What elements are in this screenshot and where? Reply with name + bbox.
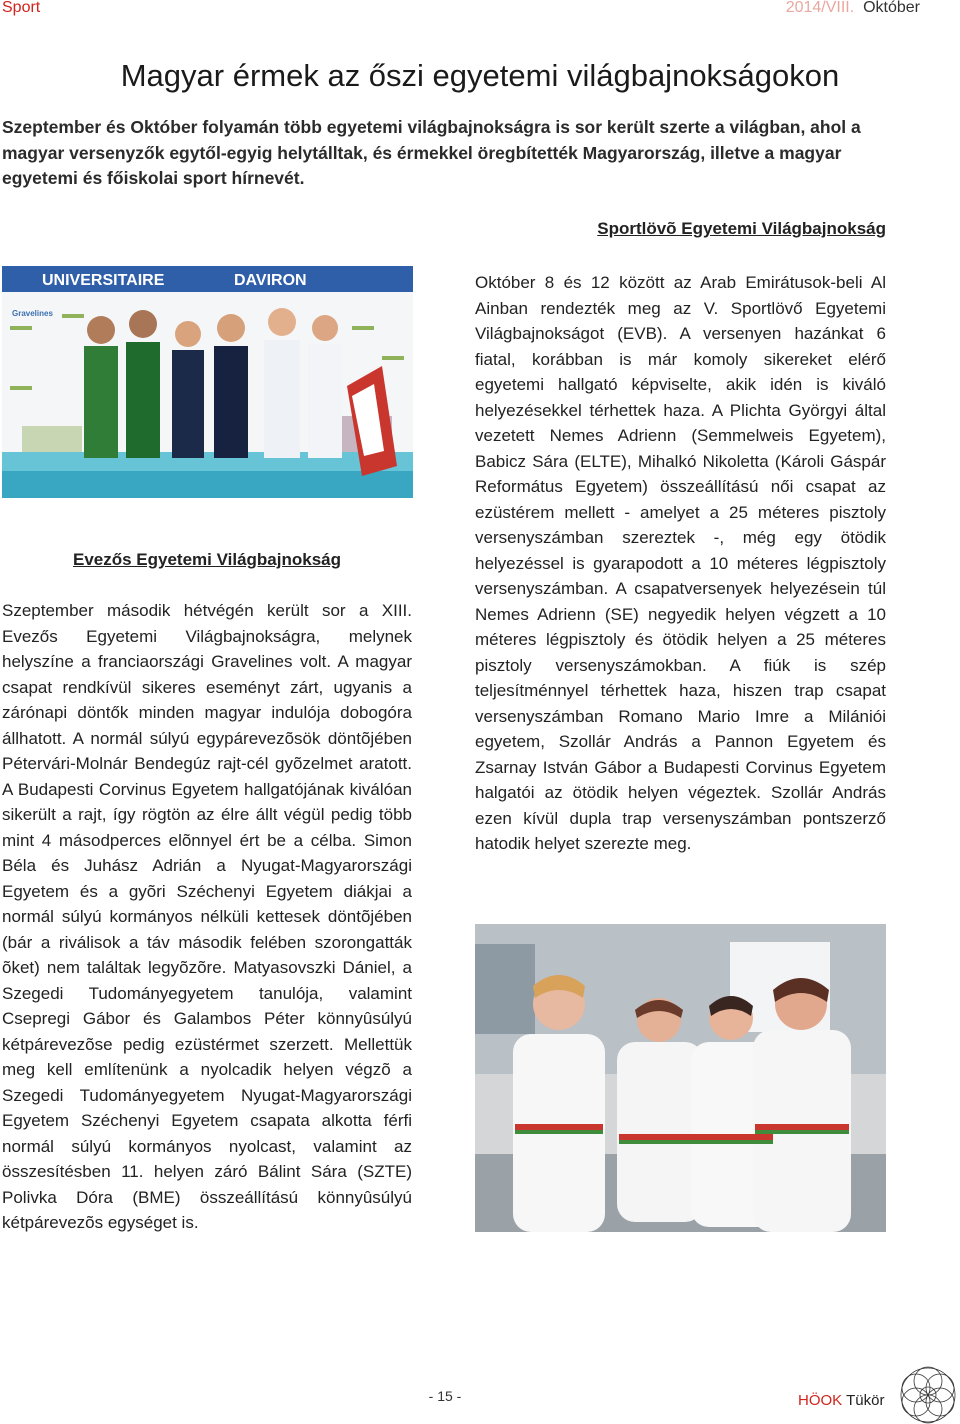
issue-info bbox=[786, 0, 920, 16]
shooting-heading: Sportlövõ Egyetemi Világbajnokság bbox=[597, 219, 886, 238]
page-number: - 15 - bbox=[428, 1388, 462, 1404]
issue-month: Október bbox=[863, 0, 920, 16]
article-lead: Szeptember és Október folyamán több egyetemi világbajnokságra is sor került szerte a világban, ahol a magyar versenyzők egytől-egyig helytálltak, és érmekkel öregbítették Magyarország, illetve a magyar egyetemi és főiskolai sport hírnevét. bbox=[2, 117, 861, 188]
brand-hook: HÖOK bbox=[798, 1392, 843, 1409]
shooting-team-photo bbox=[475, 924, 886, 1232]
banner-text-1: UNIVERSITAIRE bbox=[42, 272, 165, 289]
section-label: Sport bbox=[2, 0, 41, 16]
shooting-text: Október 8 és 12 között az Arab Emirátusok-beli Al Ainban rendezték meg az V. Sportlövő Egyetemi Világbajnokságot (EVB). A versenyen hazánkat 6 fiatal, korábban is már komoly sikereket elérő egyetemi hallgató képviselte, akik idén is kiváló helyezésekkel térhettek haza. A Plichta Györgyi által vezetett Nemes Adrienn (Semmelweis Egyetem), Babicz Sára (ELTE), Mihalkó Nikoletta (Károli Gáspár Református Egyetem) összeállítású női csapat az ezüstérem mellett - amelyet a 25 méteres pisztoly versenyszámban szereztek -, még egy ötödik helyezéssel is gyarapodott a 10 méteres légpisztoly versenyszámban. A csapatversenyek helyezésein túl Nemes Adrienn (SE) negyedik helyen végzett a 10 méteres légpisztoly és ötödik helyen a 25 méteres pisztoly versenyszámokban. A fiúk is szép teljesítménnyel térhettek haza, hiszen trap csapat versenyszámban Romano Mario Imre a Milániói egyetem, Szollár András a Pannon Egyetem és Zsarnay István Gábor a Budapesti Corvinus Egyetem halgatói az ötödik helyen végeztek. Szollár András ezen kívül dupla trap versenyszámban pontszerző hatodik helyet szerezte meg. bbox=[475, 273, 886, 853]
banner-text-2: DAVIRON bbox=[234, 272, 307, 289]
rosette-logo-icon bbox=[898, 1366, 958, 1424]
sponsor-text: Gravelines bbox=[12, 309, 53, 318]
issue-number: 2014/VIII. bbox=[785, 0, 855, 16]
rowing-text: Szeptember második hétvégén került sor a XIII. Evezős Egyetemi Világbajnokságra, melynek helyszíne a franciaországi Gravelines volt. A magyar csapat rendkívül sikeres eseményt zárt, ugyanis a zárónapi döntők minden magyar indulója dobogóra állhatott. A normál súlyú egypárevezõsök döntõjében Pétervári-Molnár Bendegúz rajt-cél gyõzelmet aratott. A Budapesti Corvinus Egyetem hallgatójának kiválóan sikerült a rajt, így rögtön az élre állt végül pedig több mint 4 másodperces elõnnyel ért be a célba. Simon Béla és Juhász Adrián a Nyugat-Magyarországi Egyetem és a gyõri Széchenyi Egyetem diákjai a normál súlyú kormányos nélküli kettesek döntõjében (bár a riválisok a táv második felében szorongatták õket) nem találtak legyõzõre. Matyasovszki Dániel, a Szegedi Tudományegyetem tanulója, valamint Csepregi Gábor és Galambos Péter könnyûsúlyú kétpárevezõse pedig ezüstérmet szerzett. Mellettük meg kell említenünk a nyolcadik helyen végzõ a Szegedi Tudományegyetem Nyugat-Magyarországi Egyetem Széchenyi Egyetem csapata alkotta férfi normál súlyú kormányos nyolcast, valamint az összesítésben 11. helyen záró Bálint Sára (SZTE) Polivka Dóra (BME) összeállítású könnyûsúlyú kétpárevezõs egységet is. bbox=[2, 601, 412, 1232]
rowing-podium-photo bbox=[2, 266, 413, 498]
rowing-heading: Evezős Egyetemi Világbajnokság bbox=[72, 550, 341, 569]
brand-tukor: Tükör bbox=[846, 1392, 885, 1409]
footer-brand bbox=[798, 1392, 884, 1409]
article-title: Magyar érmek az őszi egyetemi világbajnokságokon bbox=[120, 58, 840, 93]
